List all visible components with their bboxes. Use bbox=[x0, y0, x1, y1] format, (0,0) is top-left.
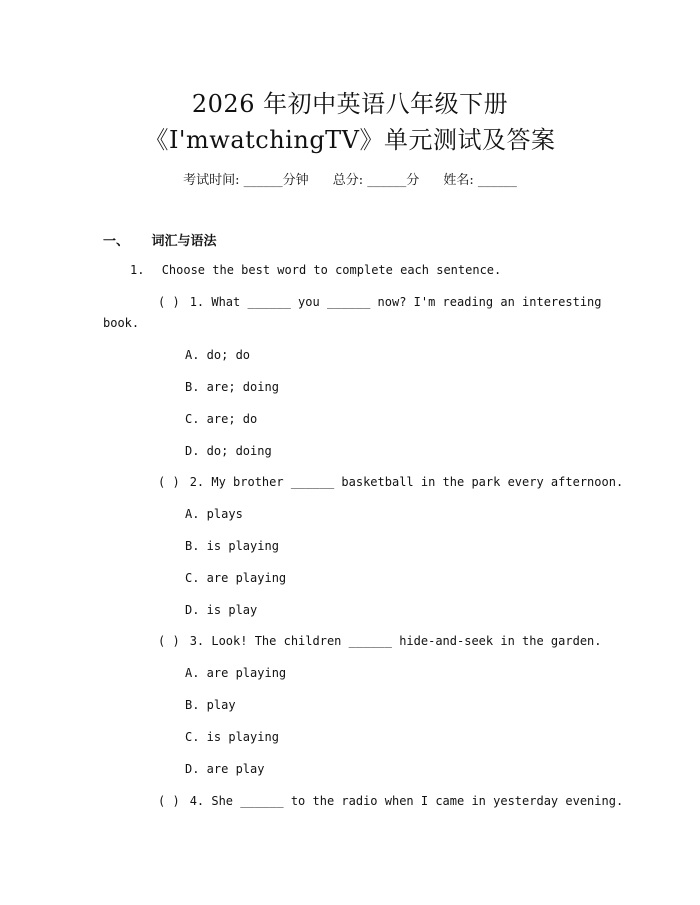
option-1b: B. are; doing bbox=[185, 380, 279, 394]
section-heading bbox=[103, 230, 217, 249]
option-1a: A. do; do bbox=[185, 348, 251, 362]
instruction-text: Choose the best word to complete each sentence. bbox=[161, 263, 502, 277]
instruction bbox=[130, 262, 501, 278]
option-2a: A. plays bbox=[185, 507, 243, 521]
question-4-stem bbox=[158, 793, 623, 809]
question-text: 2. My brother ______ basketball in the park every afternoon. bbox=[189, 475, 624, 489]
title-line-2: 《I'mwatchingTV》单元测试及答案 bbox=[144, 126, 556, 154]
question-1-stem-cont: book. bbox=[103, 316, 140, 330]
option-3d: D. are play bbox=[185, 762, 265, 776]
section-title: 词汇与语法 bbox=[151, 234, 217, 249]
option-3a: A. are playing bbox=[185, 666, 287, 680]
answer-paren: ( ) bbox=[158, 794, 180, 808]
option-2d: D. is play bbox=[185, 603, 258, 617]
option-1c: C. are; do bbox=[185, 412, 258, 426]
title-line-1: 2026 年初中英语八年级下册 bbox=[191, 90, 509, 118]
option-2b: B. is playing bbox=[185, 539, 279, 553]
instruction-number: 1. bbox=[130, 263, 145, 277]
exam-info bbox=[0, 169, 700, 188]
question-3-stem bbox=[158, 633, 602, 649]
answer-paren: ( ) bbox=[158, 475, 180, 489]
student-name: 姓名: ______ bbox=[443, 173, 517, 188]
answer-paren: ( ) bbox=[158, 634, 180, 648]
question-text: 1. What ______ you ______ now? I'm reading an interesting bbox=[189, 295, 602, 309]
option-1d: D. do; doing bbox=[185, 444, 272, 458]
total-score: 总分: ______分 bbox=[332, 173, 420, 188]
option-3b: B. play bbox=[185, 698, 236, 712]
question-text: 3. Look! The children ______ hide-and-seek in the garden. bbox=[189, 634, 602, 648]
question-1-stem bbox=[158, 294, 602, 310]
option-2c: C. are playing bbox=[185, 571, 287, 585]
question-2-stem bbox=[158, 474, 623, 490]
section-number: 一、 bbox=[103, 234, 130, 249]
option-3c: C. is playing bbox=[185, 730, 279, 744]
exam-time: 考试时间: ______分钟 bbox=[183, 173, 309, 188]
answer-paren: ( ) bbox=[158, 295, 180, 309]
question-text: 4. She ______ to the radio when I came in yesterday evening. bbox=[189, 794, 624, 808]
